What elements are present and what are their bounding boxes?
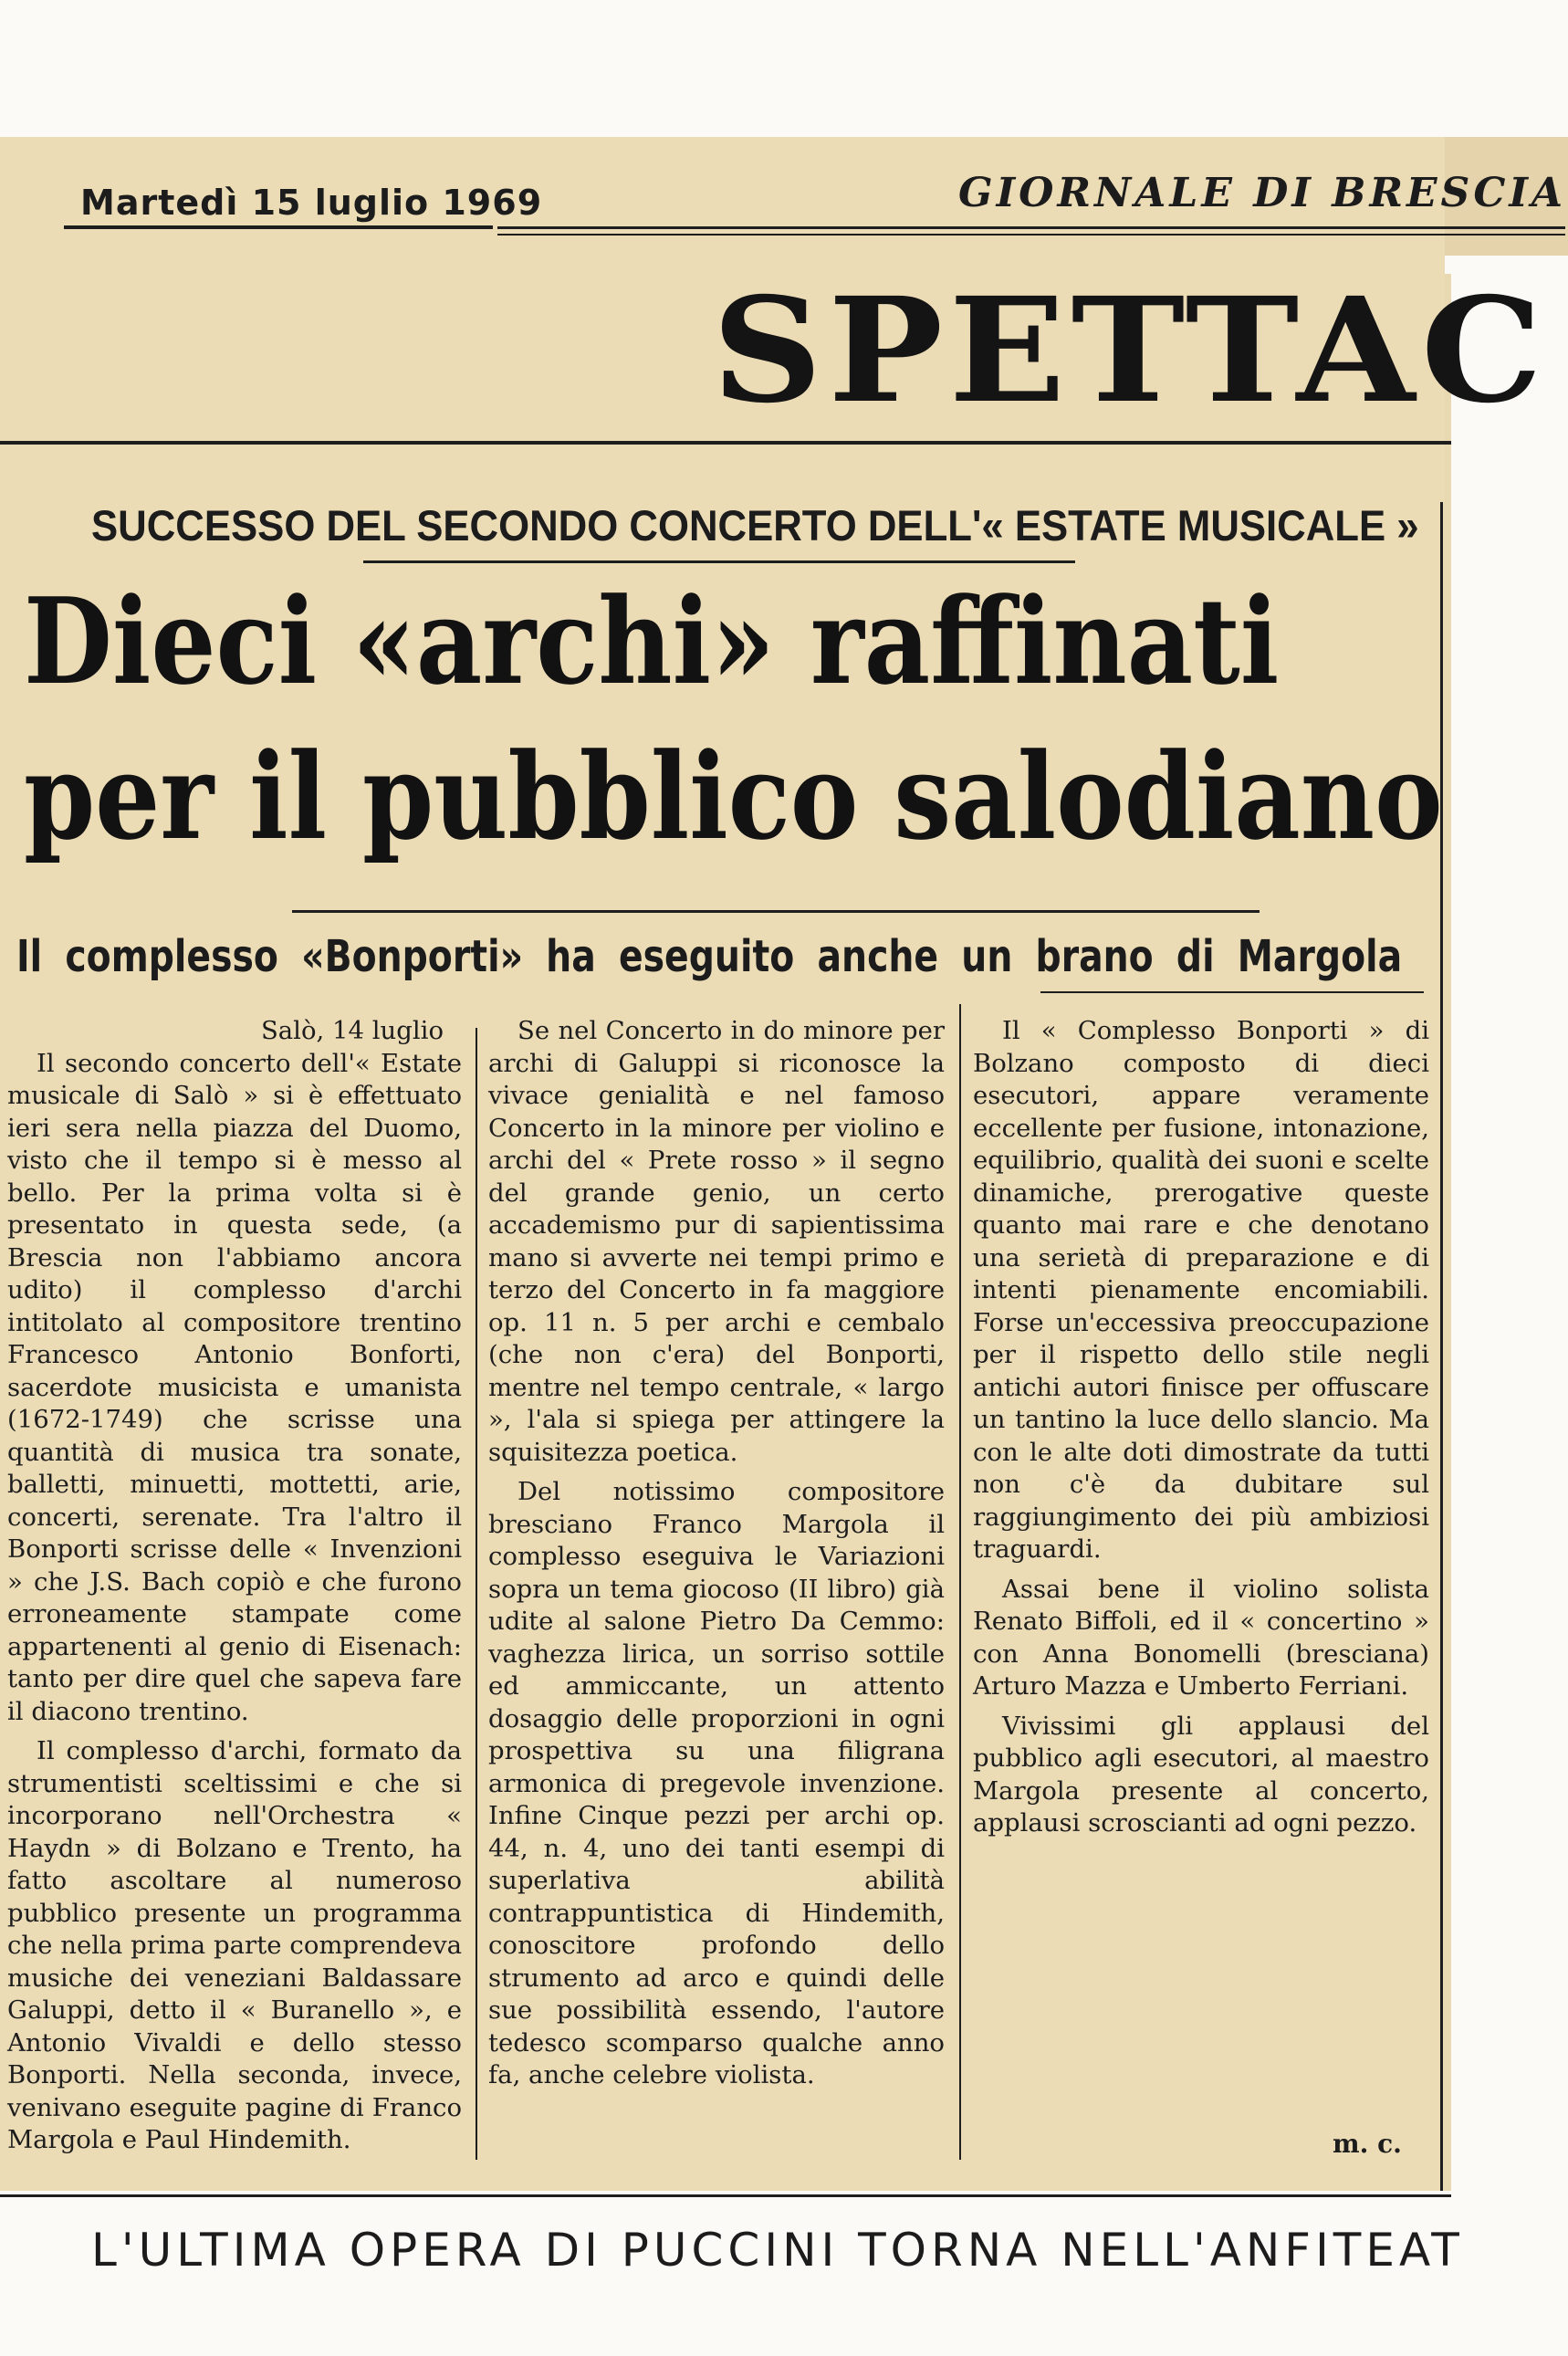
article-column-2 [488,1015,945,2099]
article-paragraph: Del notissimo compositore bresciano Franco Margola il complesso eseguiva le Variazioni sopra un tema giocoso (II libro) già udite al salone Pietro Da Cemmo: vaghezza lirica, un sorriso sottile ed ammiccante, un attento dosaggio delle proporzioni in ogni prospettiva su una filigrana armonica di pregevole invenzione. Infine Cinque pezzi per archi op. 44, n. 4, uno dei tanti esempi di superlativa abilità contrappuntistica di Hindemith, conoscitore profondo dello strumento ad arco e quindi delle sue possibilità essendo, l'autore tedesco scomparso qualche anno fa, anche celebre violista. [488,1477,945,2089]
headline-line-2: per il pubblico salodiano [24,727,1443,866]
article-paragraph: Il complesso d'archi, formato da strumentisti sceltissimi e che si incorporano nell'Orchestra « Haydn » di Bolzano e Trento, ha fatto ascoltare al numeroso pubblico presente un programma che nella prima parte comprendeva musiche dei veneziani Baldassare Galuppi, detto il « Buranello », e Antonio Vivaldi e dello stesso Bonporti. Nella seconda, invece, venivano eseguite pagine di Franco Margola e Paul Hindemith. [7,1736,462,2154]
kicker-underline [363,560,1075,563]
column-divider-2 [959,1004,961,2160]
section-rule [0,441,1451,445]
article-column-1 [7,1015,462,2164]
article-kicker: SUCCESSO DEL SECONDO CONCERTO DELL'« ESTATE MUSICALE » [91,501,1419,550]
article-paragraph: Se nel Concerto in do minore per archi di Galuppi si riconosce la vivace genialità e nel famoso Concerto in la minore per violino e archi del « Prete rosso » il segno del grande genio, un certo accademismo pur di sapientissima mano si avverte nei tempi primo e terzo del Concerto in fa maggiore op. 11 n. 5 per archi e cembalo (che non c'era) del Bonporti, mentre nel tempo centrale, « largo », l'ala si spiega per attingere la squisitezza poetica. [488,1016,945,1467]
subhead-rule [292,910,1260,913]
newspaper-name: GIORNALE DI BRESCIA [958,170,1567,216]
article-paragraph: Vivissimi gli applausi del pubblico agli esecutori, al maestro Margola presente al concerto, applausi scroscianti ad ogni pezzo. [973,1711,1429,1838]
masthead-rule-left [64,225,493,229]
masthead-rule-top [497,226,1565,229]
article-paragraph: Il « Complesso Bonporti » di Bolzano composto di dieci esecutori, appare veramente eccellente per fusione, intonazione, equilibrio, qualità dei suoni e scelte dinamiche, prerogative queste quanto mai rare e che denotano una serietà di preparazione e di intenti pienamente encomiabili. Forse un'eccessiva preoccupazione per il rispetto dello stile negli antichi autori finisce per offuscare un tantino la luce dello slancio. Ma con le alte doti dimostrate da tutti non c'è da dubitare sul raggiungimento dei più ambiziosi traguardi. [973,1016,1429,1564]
article-paragraph: Il secondo concerto dell'« Estate musicale di Salò » si è effettuato ieri sera nella piazza del Duomo, visto che il tempo si è messo al bello. Per la prima volta si è presentato in questa sede, (a Brescia non l'abbiamo ancora udito) il complesso d'archi intitolato al compositore trentino Francesco Antonio Bonforti, sacerdote musicista e umanista (1672-1749) che scrisse una quantità di musica tra sonate, balletti, minuetti, mottetti, arie, concerti, serenate. Tra l'altro il Bonporti scrisse delle « Invenzioni » che J.S. Bach copiò e che furono erroneamente stampate come appartenenti al genio di Eisenach: tanto per dire quel che sapeva fare il diacono trentino. [7,1048,462,1726]
subhead-underline [1040,991,1424,993]
bottom-rule [0,2194,1451,2197]
author-signature: m. c. [1333,2129,1402,2159]
article-column-3 [973,1015,1429,1848]
issue-date: Martedì 15 luglio 1969 [80,183,543,223]
column-divider-1 [476,1028,477,2160]
article-paragraph: Assai bene il violino solista Renato Biffoli, ed il « concertino » con Anna Bonomelli (bresciana) Arturo Mazza e Umberto Ferriani. [973,1574,1429,1701]
next-article-title: L'ULTIMA OPERA DI PUCCINI TORNA NELL'ANFITEAT [91,2224,1464,2277]
article-subhead: Il complesso «Bonporti» ha eseguito anche un brano di Margola [16,931,1403,982]
article-dateline: Salò, 14 luglio [260,1016,444,1045]
white-margin [1451,256,1568,2356]
headline-line-1: Dieci «archi» raffinati [24,571,1280,711]
section-title: SPETTAC [712,267,1549,435]
masthead-rule-double [497,234,1565,236]
